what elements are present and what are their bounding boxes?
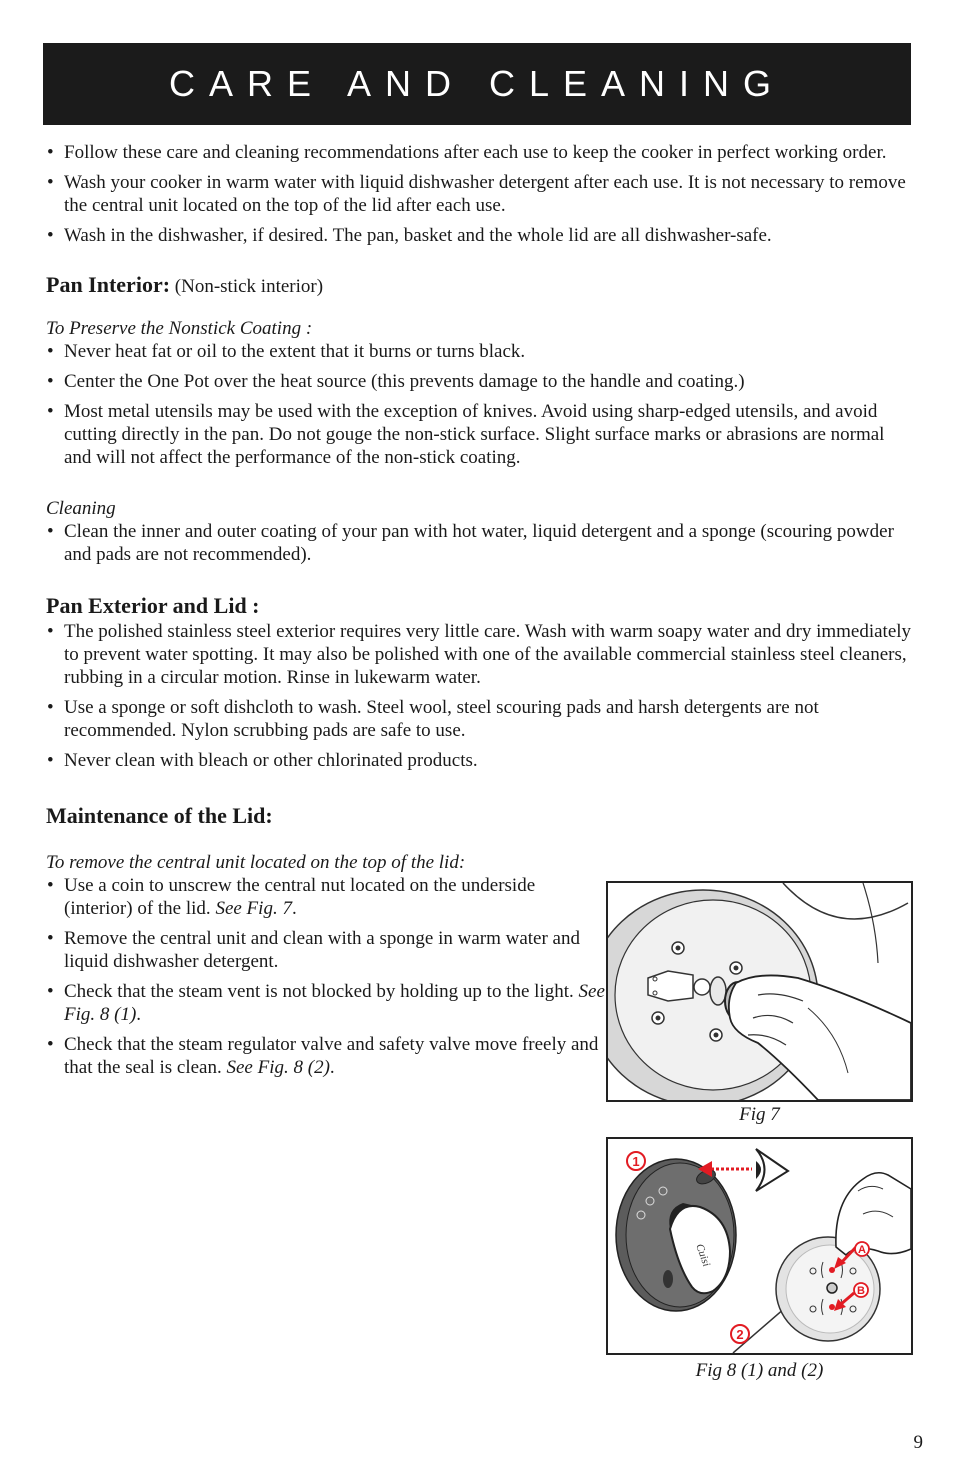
pan-interior-heading — [46, 271, 912, 301]
cleaning-list — [46, 520, 912, 566]
pan-exterior-section — [46, 592, 912, 772]
intro-item: • Follow these care and cleaning recommendations after each use to keep the cooker in perfect working order. — [46, 141, 912, 164]
preserve-list — [46, 340, 912, 469]
exterior-list — [46, 620, 912, 772]
maintenance-list — [46, 874, 606, 1079]
preserve-lead: To Preserve the Nonstick Coating : — [46, 318, 313, 339]
intro-item: • Wash your cooker in warm water with liquid dishwasher detergent after each use. It is not necessary to remove the central unit located on the top of the lid after each use. — [46, 171, 912, 217]
cleaning-lead: Cleaning — [46, 498, 116, 519]
fig8-label-a: A — [858, 1244, 866, 1256]
maintenance-item: • Remove the central unit and clean with a sponge in warm water and liquid dishwasher detergent. — [46, 927, 606, 973]
page-number: 9 — [913, 1432, 923, 1453]
fig8-label-b: B — [857, 1285, 865, 1297]
figure-8-caption: Fig 8 (1) and (2) — [695, 1360, 824, 1381]
figure-7 — [606, 881, 913, 1102]
pan-exterior-heading: Pan Exterior and Lid : — [46, 593, 260, 618]
lid-valve-illustration — [608, 1139, 911, 1353]
maintenance-section — [46, 802, 606, 1079]
pan-interior-heading-text: Pan Interior: — [46, 272, 171, 297]
preserve-item: • Center the One Pot over the heat source (this prevents damage to the handle and coating.) — [46, 370, 912, 393]
maintenance-item: • Check that the steam vent is not blocked by holding up to the light. See Fig. 8 (1). — [46, 980, 606, 1026]
intro-item: • Wash in the dishwasher, if desired. The pan, basket and the whole lid are all dishwasher-safe. — [46, 224, 912, 247]
exterior-item: • The polished stainless steel exterior requires very little care. Wash with warm soapy water and dry immediately to prevent water spotting. It may also be polished with one of the available commercial stainless steel cleaners, rubbing in a circular motion. Rinse in lukewarm water. — [46, 620, 912, 689]
page-title: CARE AND CLEANING — [168, 63, 786, 104]
valve-logo-text: Cuisi — [693, 1242, 713, 1269]
fig8-label-1: 1 — [632, 1154, 640, 1169]
pan-interior-section — [46, 271, 912, 566]
title-banner — [43, 43, 911, 125]
preserve-item: • Most metal utensils may be used with the exception of knives. Avoid using sharp-edged utensils, and avoid cutting directly in the pan. Do not gouge the non-stick surface. Slight surface marks or abrasions are normal and will not affect the performance of the non-stick coating. — [46, 400, 912, 469]
preserve-item: • Never heat fat or oil to the extent that it burns or turns black. — [46, 340, 912, 363]
cleaning-item: • Clean the inner and outer coating of your pan with hot water, liquid detergent and a sponge (scouring powder and pads are not recommended). — [46, 520, 912, 566]
maintenance-item: • Use a coin to unscrew the central nut located on the underside (interior) of the lid. See Fig. 7. — [46, 874, 606, 920]
maintenance-lead: To remove the central unit located on the top of the lid: — [46, 852, 466, 873]
fig8-label-2: 2 — [736, 1327, 744, 1342]
exterior-item: • Use a sponge or soft dishcloth to wash. Steel wool, steel scouring pads and harsh detergents are not recommended. Nylon scrubbing pads are safe to use. — [46, 696, 912, 742]
figure-reference: See Fig. 7 — [215, 898, 292, 919]
lid-coin-illustration — [608, 883, 911, 1100]
figure-8 — [606, 1137, 913, 1355]
maintenance-heading: Maintenance of the Lid: — [46, 803, 273, 828]
figure-reference: See Fig. 8 (2) — [226, 1057, 330, 1078]
figure-reference: See Fig. 8 (1) — [64, 981, 605, 1025]
pan-interior-subheading: (Non-stick interior) — [170, 276, 324, 297]
figure-7-caption: Fig 7 — [739, 1104, 780, 1125]
intro-list — [46, 141, 912, 247]
exterior-item: • Never clean with bleach or other chlorinated products. — [46, 749, 912, 772]
maintenance-item: • Check that the steam regulator valve and safety valve move freely and that the seal is clean. See Fig. 8 (2). — [46, 1033, 606, 1079]
